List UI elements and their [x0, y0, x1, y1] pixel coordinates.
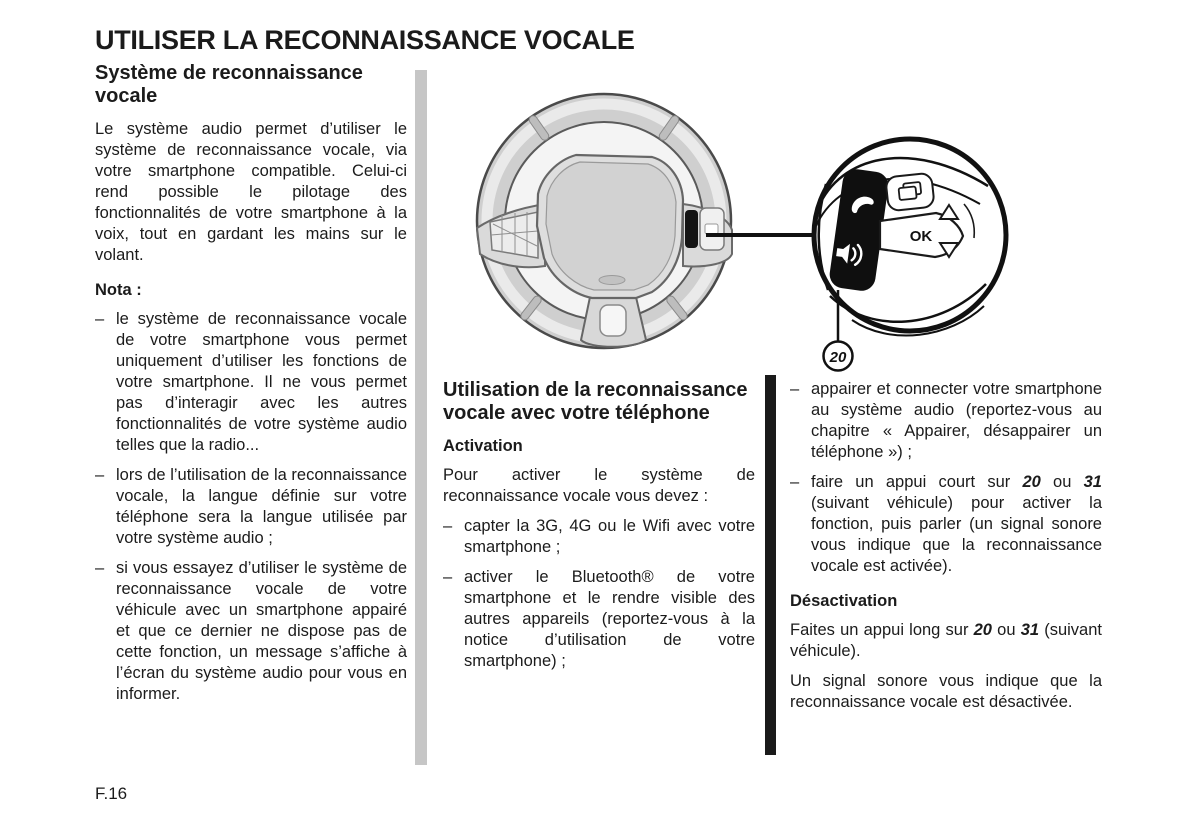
list-item-text: capter la 3G, 4G ou le Wifi avec votre smartphone ; — [464, 517, 755, 556]
list-item — [95, 465, 407, 549]
right-column — [790, 379, 1102, 722]
list-item — [790, 472, 1102, 577]
list-item-text — [811, 473, 1102, 575]
list-item — [790, 379, 1102, 463]
list-item-text: appairer et connecter votre smartphone au système audio (reportez-vous au chapitre « Appairer, désappairer un téléphone ») ; — [811, 380, 1102, 461]
text-segment: (suivant véhicule) pour activer la fonction, puis parler (un signal sonore vous indique que la reconnaissance vocale est activée). — [811, 494, 1102, 575]
hub-logo-area — [599, 276, 625, 285]
button-ref-31: 31 — [1020, 621, 1040, 639]
steering-wheel — [477, 94, 732, 348]
right-spoke-black-panel — [685, 210, 698, 248]
dash-marker: – — [790, 380, 800, 398]
dash-marker: – — [95, 466, 105, 484]
dash-marker: – — [95, 310, 105, 328]
text-segment: (suivant véhicule). — [790, 621, 1102, 660]
page-title: UTILISER LA RECONNAISSANCE VOCALE — [95, 25, 635, 55]
section-heading: Système de reconnaissance vocale — [95, 62, 363, 107]
text-segment: ou — [991, 621, 1021, 639]
section-heading: Utilisation de la reconnaissance vocale avec votre téléphone — [443, 379, 748, 424]
button-ref-31: 31 — [1083, 473, 1102, 491]
ok-button-label: OK — [909, 228, 933, 245]
list-item-text: si vous essayez d’utiliser le système de reconnaissance vocale de votre véhicule avec un smartphone appairé et que ce dernier ne dispose pas de cette fonction, un message s’affiche à l’écran du système audio pour vous en informer. — [116, 559, 407, 703]
button-ref-20: 20 — [973, 621, 992, 639]
divider-gray — [415, 70, 427, 765]
text-segment: faire un appui court sur — [811, 473, 1023, 491]
lower-spoke-cutout — [600, 305, 626, 336]
paragraph: Le système audio permet d’utiliser le système de reconnaissance vocale, via votre smartphone compatible. Celui-ci rend possible le pilotage des fonctionnalités de votre smartphone à la voix, tout en gardant les mains sur le volant. — [95, 120, 407, 264]
dash-marker: – — [790, 473, 800, 491]
paragraph — [790, 620, 1102, 662]
activation-list — [443, 516, 755, 672]
middle-column — [443, 379, 755, 681]
steering-wheel-figure — [440, 58, 1040, 380]
list-item-text: activer le Bluetooth® de votre smartphone et le rendre visible des autres appareils (reportez-vous à la notice d’utilisation de votre smartphone) ; — [464, 568, 755, 670]
nota-list — [95, 309, 407, 705]
list-item — [443, 516, 755, 558]
text-segment: ou — [1040, 473, 1084, 491]
callout-detail — [814, 139, 1006, 336]
right-spoke-ok-key — [705, 224, 718, 234]
dash-marker: – — [443, 568, 453, 586]
steering-wheel-illustration — [440, 58, 1040, 380]
airbag-inner — [546, 162, 676, 290]
left-column — [95, 62, 407, 714]
divider-black — [765, 375, 776, 755]
paragraph: Un signal sonore vous indique que la reconnaissance vocale est désactivée. — [790, 672, 1102, 711]
text-segment: Faites un appui long sur — [790, 621, 974, 639]
activation-heading: Activation — [443, 437, 523, 455]
nota-label: Nota : — [95, 281, 142, 299]
list-item-text: lors de l’utilisation de la reconnaissance vocale, la langue définie sur votre téléphone sera la langue utilisée par votre système audio ; — [116, 466, 407, 547]
list-item — [95, 309, 407, 456]
page-number: F.16 — [95, 784, 128, 803]
list-item — [443, 567, 755, 672]
deactivation-heading: Désactivation — [790, 592, 898, 610]
button-ref-20: 20 — [1022, 473, 1041, 491]
list-item-text: le système de reconnaissance vocale de votre smartphone vous permet uniquement d’utiliser les fonctions de votre smartphone. Il ne vous permet pas d’interagir avec les autres fonctionnalités de votre système audio telles que la radio... — [116, 310, 407, 454]
activation-list-continued — [790, 379, 1102, 577]
list-item — [95, 558, 407, 705]
label-number: 20 — [829, 349, 847, 366]
menu-pages-button — [885, 173, 934, 212]
dash-marker: – — [443, 517, 453, 535]
paragraph: Pour activer le système de reconnaissance vocale vous devez : — [443, 466, 755, 505]
dash-marker: – — [95, 559, 105, 577]
